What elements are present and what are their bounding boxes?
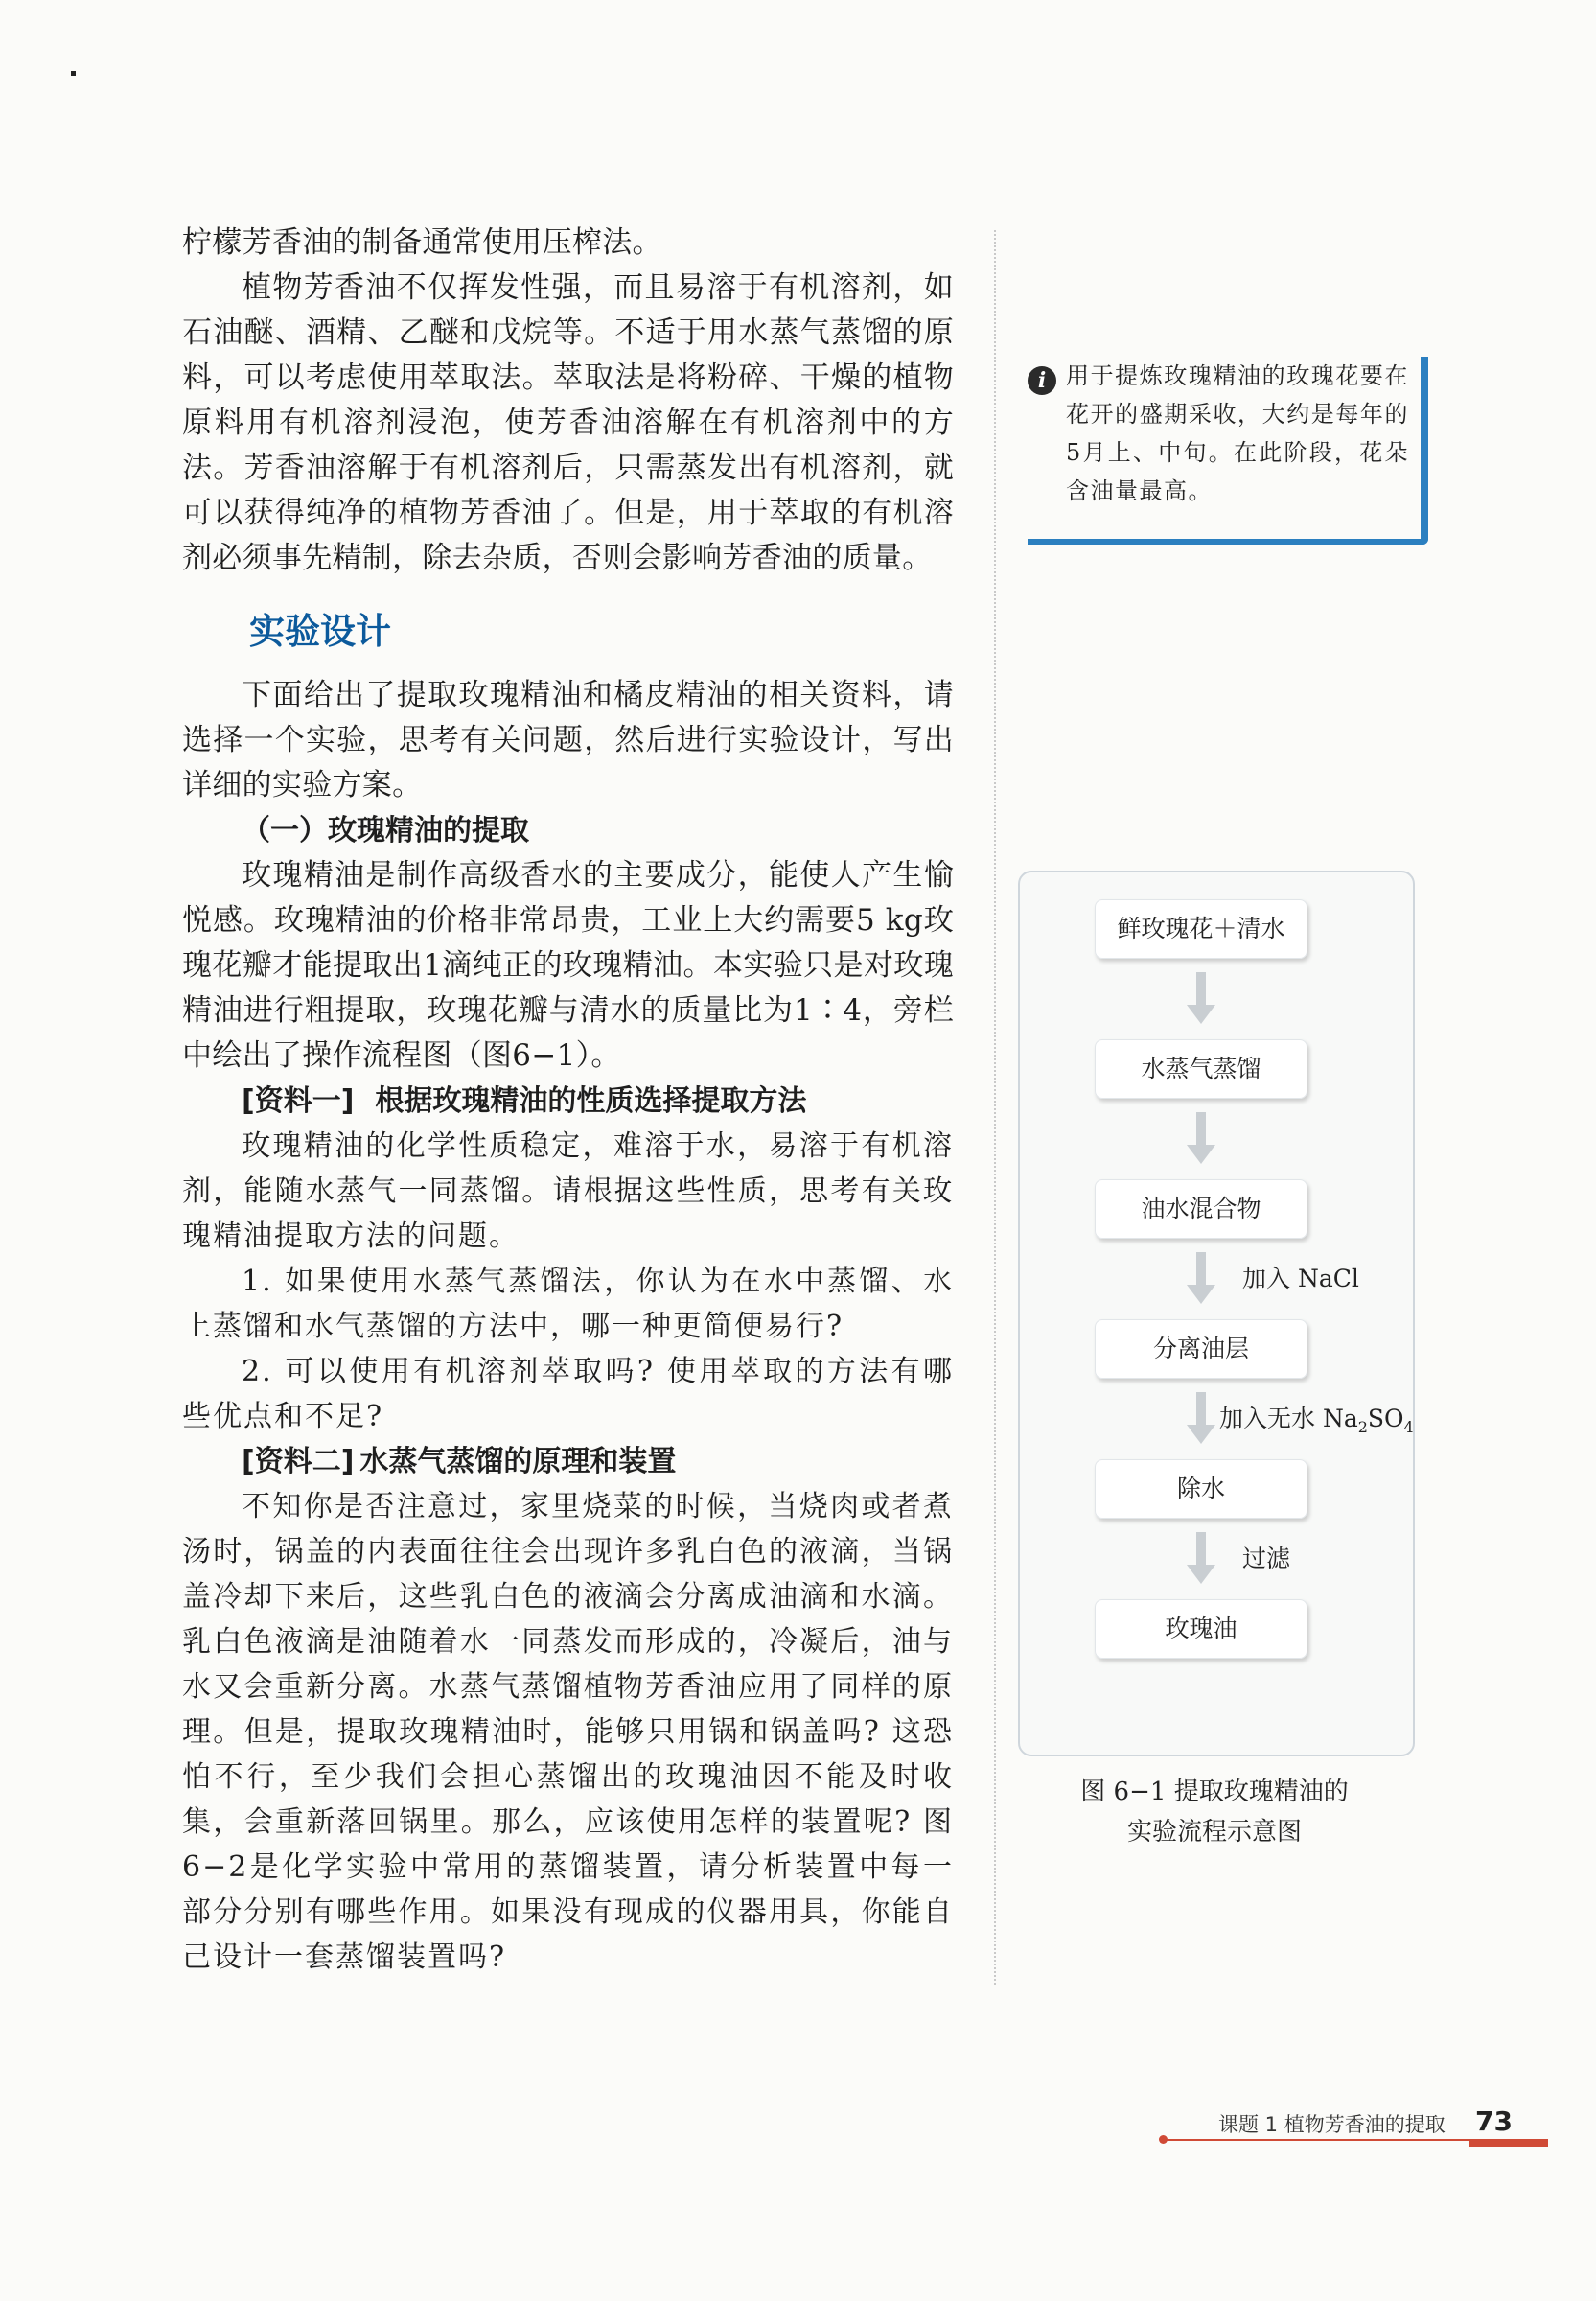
figure-caption (1018, 1772, 1411, 1852)
figure-caption-line1: 图 6−1 提取玫瑰精油的 (1080, 1778, 1349, 1806)
figure-caption-line2: 实验流程示意图 (1126, 1818, 1302, 1847)
flow-step-rose-oil: 玫瑰油 (1095, 1599, 1307, 1659)
question-one: 1. 如果使用水蒸气蒸馏法，你认为在水中蒸馏、水上蒸馏和水气蒸馏的方法中，哪一种更简便易行? (182, 1265, 954, 1343)
flow-step-remove-water: 除水 (1095, 1459, 1307, 1519)
footer-dot (1159, 2135, 1168, 2144)
material-one-tag: [资料一] (242, 1084, 355, 1118)
flow-step-steam-distill: 水蒸气蒸馏 (1095, 1039, 1307, 1099)
question-two: 2. 可以使用有机溶剂萃取吗? 使用萃取的方法有哪些优点和不足? (182, 1355, 954, 1433)
column-divider (994, 230, 996, 1985)
material-two-text: 不知你是否注意过，家里烧菜的时候，当烧肉或者煮汤时，锅盖的内表面往往会出现许多乳白色的液滴，当锅盖冷却下来后，这些乳白色的液滴会分离成油滴和水滴。乳白色液滴是油随着水一同蒸发而形成的，冷凝后，油与水又会重新分离。水蒸气蒸馏植物芳香油应用了同样的原理。但是，提取玫瑰精油时，能够只用锅和锅盖吗? 这恐怕不行，至少我们会担心蒸馏出的玫瑰油因不能及时收集，会重新落回锅里。那么，应该使用怎样的装置呢? 图6−2是化学实验中常用的蒸馏装置，请分析装置中每一部分分别有哪些作用。如果没有现成的仪器用具，你能自己设计一套蒸馏装置吗? (182, 1490, 954, 1974)
paragraph-extraction: 植物芳香油不仅挥发性强，而且易溶于有机溶剂，如石油醚、酒精、乙醚和戊烷等。不适于用水蒸气蒸馏的原料，可以考虑使用萃取法。萃取法是将粉碎、干燥的植物原料用有机溶剂浸泡，使芳香油溶解在有机溶剂中的方法。芳香油溶解于有机溶剂后，只需蒸发出有机溶剂，就可以获得纯净的植物芳香油了。但是，用于萃取的有机溶剂必须事先精制，除去杂质，否则会影响芳香油的质量。 (182, 270, 954, 575)
paragraph-pressing: 柠檬芳香油的制备通常使用压榨法。 (182, 225, 662, 260)
flow-label-add-na2so4: 加入无水 $Na_2SO_4$ (1219, 1405, 1414, 1436)
flow-label-filter: 过滤 (1242, 1545, 1291, 1572)
section-title: 实验设计 (249, 611, 391, 652)
flow-arrow-down-icon (1185, 1112, 1217, 1166)
material-two-title: 水蒸气蒸馏的原理和装置 (359, 1445, 677, 1478)
subsection-title: （一）玫瑰精油的提取 (242, 814, 529, 848)
material-two-heading (242, 1439, 954, 1484)
flow-step-separate-oil: 分离油层 (1095, 1319, 1307, 1379)
flow-arrow-down-icon (1185, 1532, 1217, 1586)
flow-arrow-down-icon (1185, 972, 1217, 1026)
material-one-heading (242, 1079, 954, 1124)
footer-lesson-title: 课题 1 植物芳香油的提取 (1218, 2113, 1446, 2136)
material-two-tag: [资料二] (242, 1445, 355, 1478)
info-icon: i (1028, 366, 1056, 395)
flow-label-add-nacl: 加入 NaCl (1242, 1265, 1359, 1292)
page-number: 73 (1475, 2105, 1513, 2137)
corner-mark (71, 71, 76, 76)
flowchart (1018, 871, 1415, 1756)
flow-step-oil-water-mix: 油水混合物 (1095, 1179, 1307, 1239)
paragraph-rose: 玫瑰精油是制作高级香水的主要成分，能使人产生愉悦感。玫瑰精油的价格非常昂贵，工业上大约需要5 kg玫瑰花瓣才能提取出1滴纯正的玫瑰精油。本实验只是对玫瑰精油进行粗提取，玫瑰花瓣与清水的质量比为1∶4，旁栏中绘出了操作流程图（图6−1）。 (182, 858, 954, 1073)
material-one-text: 玫瑰精油的化学性质稳定，难溶于水，易溶于有机溶剂，能随水蒸气一同蒸馏。请根据这些性质，思考有关玫瑰精油提取方法的问题。 (182, 1129, 954, 1253)
flow-arrow-down-icon (1185, 1392, 1217, 1446)
paragraph-intro: 下面给出了提取玫瑰精油和橘皮精油的相关资料，请选择一个实验，思考有关问题，然后进行实验设计，写出详细的实验方案。 (182, 678, 954, 802)
flow-arrow-down-icon (1185, 1252, 1217, 1306)
main-column (182, 221, 954, 1980)
info-note-text: 用于提炼玫瑰精油的玫瑰花要在花开的盛期采收，大约是每年的5月上、中旬。在此阶段，花朵含油量最高。 (1066, 362, 1409, 504)
footer-bar (1469, 2139, 1548, 2147)
page-footer (1165, 2105, 1548, 2148)
flow-step-rose-water: 鲜玫瑰花＋清水 (1095, 899, 1307, 959)
info-note (1028, 357, 1428, 545)
material-one-title: 根据玫瑰精油的性质选择提取方法 (375, 1084, 807, 1118)
